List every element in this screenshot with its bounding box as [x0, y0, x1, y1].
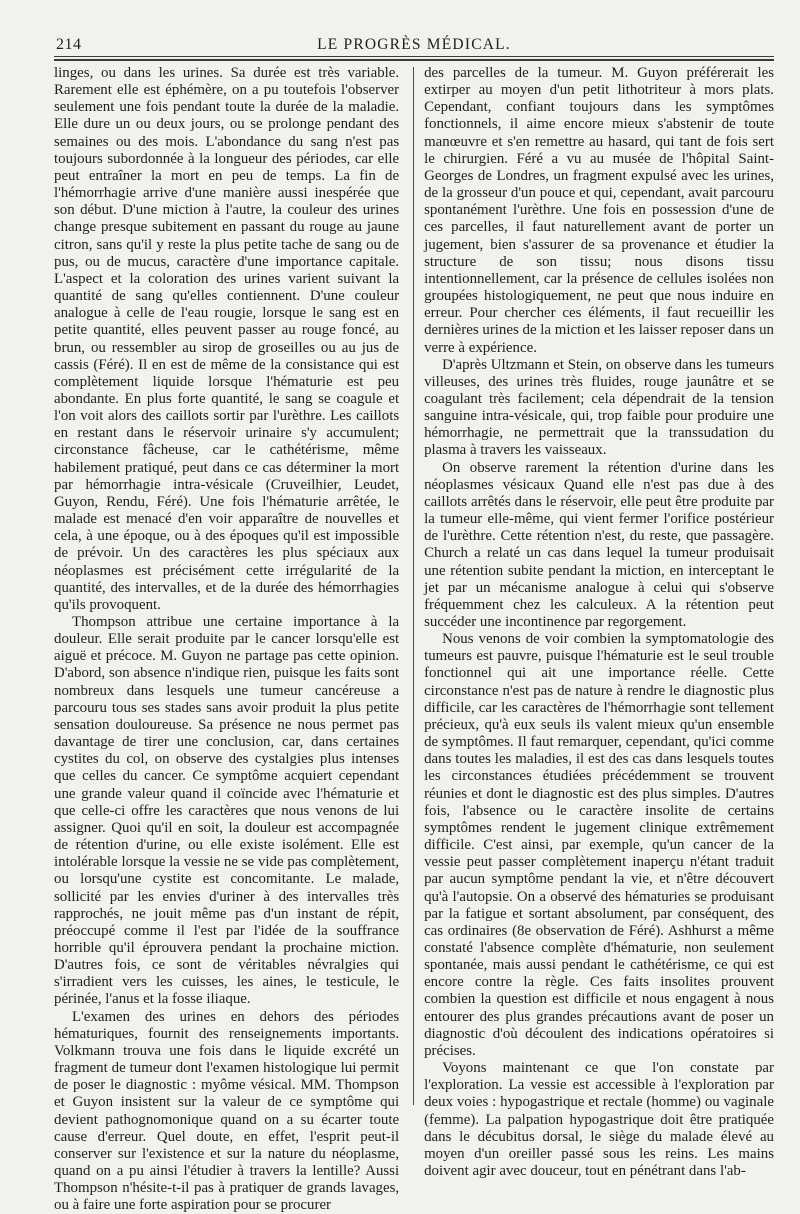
left-column	[54, 65, 409, 1214]
paragraph: linges, ou dans les urines. Sa durée est très variable. Rarement elle est éphémère, on a pu toutefois l'observer seulement une fois pendant toute la durée de la maladie. Elle dure un ou deux jours, ou se prolonge pendant des semaines ou des mois. L'abondance du sang n'est pas toujours subordonnée à la longueur des périodes, car elle peut entraîner la mort en peu de temps. La fin de l'hémorrhagie arrive d'une manière aussi inespérée que son début. D'une miction à l'autre, la couleur des urines change presque subitement en passant du rouge au jaune citron, sans qu'il y reste la plus petite tache de sang ou de pus, ou de mucus, caractère d'une importance capitale. L'aspect et la coloration des urines varient suivant la quantité de sang qu'elles contiennent. D'une couleur analogue à celle de l'eau rougie, lorsque le sang est en petite quantité, elles peuvent passer au rouge foncé, au brun, ou ressembler au sirop de groseilles ou au jus de cassis (Féré). Il en est de même de la consistance qui est complètement liquide lorsque l'hématurie est peu abondante. En plus forte quantité, le sang se coagule et l'on voit alors des caillots sortir par l'urèthre. Les caillots en restant dans le réservoir urinaire s'y accumulent; circonstance fâcheuse, car le cathétérisme, même habilement pratiqué, peut dans ce cas déterminer la mort par hémorrhagie intra-vésicale (Cruveilhier, Leudet, Guyon, Rendu, Féré). Une fois l'hématurie arrêtée, le malade est menacé d'en voir apparaître de nouvelles et cela, à une époque, ou à des époques qu'il est impossible de prévoir. Un des caractères les plus spéciaux aux néoplasmes est précisément cette irrégularité de la quantité, des intervalles, et de la durée des hémorrhagies qu'ils provoquent.	[54, 65, 400, 613]
text-columns	[54, 65, 774, 1214]
paragraph: Nous venons de voir combien la symptomatologie des tumeurs est pauvre, puisque l'hématurie est le seul trouble fonctionnel qui ait une importance réelle. Cette circonstance n'est pas de nature à rendre le diagnostic plus difficile, car les caractères de l'hémorrhagie sont tellement précieux, qu'à eux seuls ils valent mieux qu'un ensemble de symptômes. Il faut remarquer, cependant, qu'ici comme dans toutes les maladies, il est des cas dans lesquels toutes les circonstances étudiées précédemment se trouvent réunies et dont le diagnostic est des plus simples. D'autres fois, l'absence ou le caractère insolite de certains symptômes rendent le jugement clinique extrêmement difficile. C'est ainsi, par exemple, qu'un cancer de la vessie peut passer complètement inaperçu n'étant traduit par aucun symptôme pendant la vie, et n'être découvert qu'à l'autopsie. On a observé des hématuries se produisant par la fatigue et sortant absolument, par conséquent, des cas ordinaires (8e observation de Féré). Ashhurst a même constaté l'absence complète d'hématurie, non seulement spontanée, mais aussi pendant le cathétérisme, ce qui est encore contre la règle. Ces faits insolites prouvent combien la question est difficile et nous engagent à nous entourer des plus grandes précautions avant de poser un diagnostic d'où découlent des indications opératoires si précises.	[424, 631, 774, 1059]
header-rule-double	[54, 59, 774, 61]
running-title: LE PROGRÈS MÉDICAL.	[317, 36, 511, 53]
right-column	[424, 65, 774, 1179]
paragraph: On observe rarement la rétention d'urine dans les néoplasmes vésicaux Quand elle n'est pas due à des caillots arrêtés dans le réservoir, elle peut être produite par la tumeur elle-même, qui vient fermer l'orifice postérieur de l'urèthre. Cette rétention n'est, du reste, que passagère. Church a relaté un cas dans lequel la tumeur produisait une rétention subite pendant la miction, en interceptant le jet par un mécanisme analogue à celui qui s'observe fréquemment chez les calculeux. A la rétention peut succéder une incontinence par regorgement.	[424, 459, 774, 630]
paragraph: des parcelles de la tumeur. M. Guyon préférerait les extirper au moyen d'un petit lithotriteur à mors plats. Cependant, confiant toujours dans les symptômes fonctionnels, il aime encore mieux s'abstenir de toute manœuvre et s'en remettre au hasard, qui tant de fois sert le chirurgien. Féré a vu au musée de l'hôpital Saint-Georges de Londres, un fragment expulsé avec les urines, de la grosseur d'un pouce et qui, cependant, avait parcouru spontanément l'urèthre. Une fois en possession d'une de ces parcelles, il faut naturellement avant de porter un jugement, bien s'assurer de sa provenance et étudier la structure de son tissu; nous disons tissu intentionnellement, car la présence de cellules isolées non groupées histologiquement, ne peut que nous induire en erreur. Pour chercher ces éléments, il faut recueillir les dernières urines de la miction et les laisser reposer dans un verre à expérience.	[424, 65, 774, 356]
page-header	[54, 28, 774, 52]
paragraph: D'après Ultzmann et Stein, on observe dans les tumeurs villeuses, des urines très fluides, rouge jaunâtre et se coagulant très facilement; cela dépendrait de la tension sanguine intra-vésicale, qui, trop faible pour produire une hémorrhagie, ne permettrait que la transsudation du plasma à travers les vaisseaux.	[424, 356, 774, 459]
paragraph: Thompson attribue une certaine importance à la douleur. Elle serait produite par le cancer lorsqu'elle est aiguë et précoce. M. Guyon ne partage pas cette opinion. D'abord, son absence n'indique rien, puisque les faits sont nombreux dans lesquels une tumeur cancéreuse a parcouru tous ses stades sans avoir produit la plus petite sensation douloureuse. Sa présence ne nous permet pas davantage de tirer une conclusion, car, dans certaines cystites du col, on observe des cystalgies plus intenses que celles du cancer. Ce symptôme acquiert cependant une grande valeur quand il coïncide avec l'hématurie et que celle-ci offre les caractères que nous venons de lui assigner. Quoi qu'il en soit, la douleur est accompagnée de rétention d'urine, ou elle existe isolément. Elle est intolérable lorsque la vessie ne se vide pas complètement, ou lorsqu'une cystite est concomitante. Le malade, sollicité par les envies d'uriner à des intervalles très rapprochés, ne jouit même pas d'un instant de répit, préoccupé comme il l'est par l'idée de la souffrance horrible qu'il éprouvera pendant la prochaine miction. D'autres fois, ce sont de véritables névralgies qui s'irradient vers les cuisses, les aines, le testicule, le périnée, l'anus et la fosse iliaque.	[54, 614, 400, 1008]
paragraph: L'examen des urines en dehors des périodes hématuriques, fournit des renseignements importants. Volkmann trouva une fois dans le liquide excrété un fragment de tumeur dont l'examen histologique lui permit de poser le diagnostic : myôme vésical. MM. Thompson et Guyon insistent sur la valeur de ce symptôme qui devient pathognomonique quand on a su écarter toute cause d'erreur. Quel doute, en effet, l'esprit peut-il conserver sur l'existence et sur la nature du néoplasme, quand on a pu ainsi l'étudier à travers la lentille? Aussi Thompson n'hésite-t-il pas à pratiquer de grands lavages, ou à faire une forte aspiration pour se procurer	[54, 1008, 400, 1214]
page-number: 214	[56, 36, 82, 53]
header-rule	[54, 56, 774, 57]
column-divider	[413, 67, 414, 1105]
paragraph: Voyons maintenant ce que l'on constate par l'exploration. La vessie est accessible à l'exploration par deux voies : hypogastrique et rectale (homme) ou vaginale (femme). La palpation hypogastrique doit être pratiquée dans le décubitus dorsal, le siège du malade élevé au moyen d'un oreiller passé sous les reins. Les mains doivent agir avec douceur, tout en pénétrant dans l'ab-	[424, 1060, 774, 1179]
